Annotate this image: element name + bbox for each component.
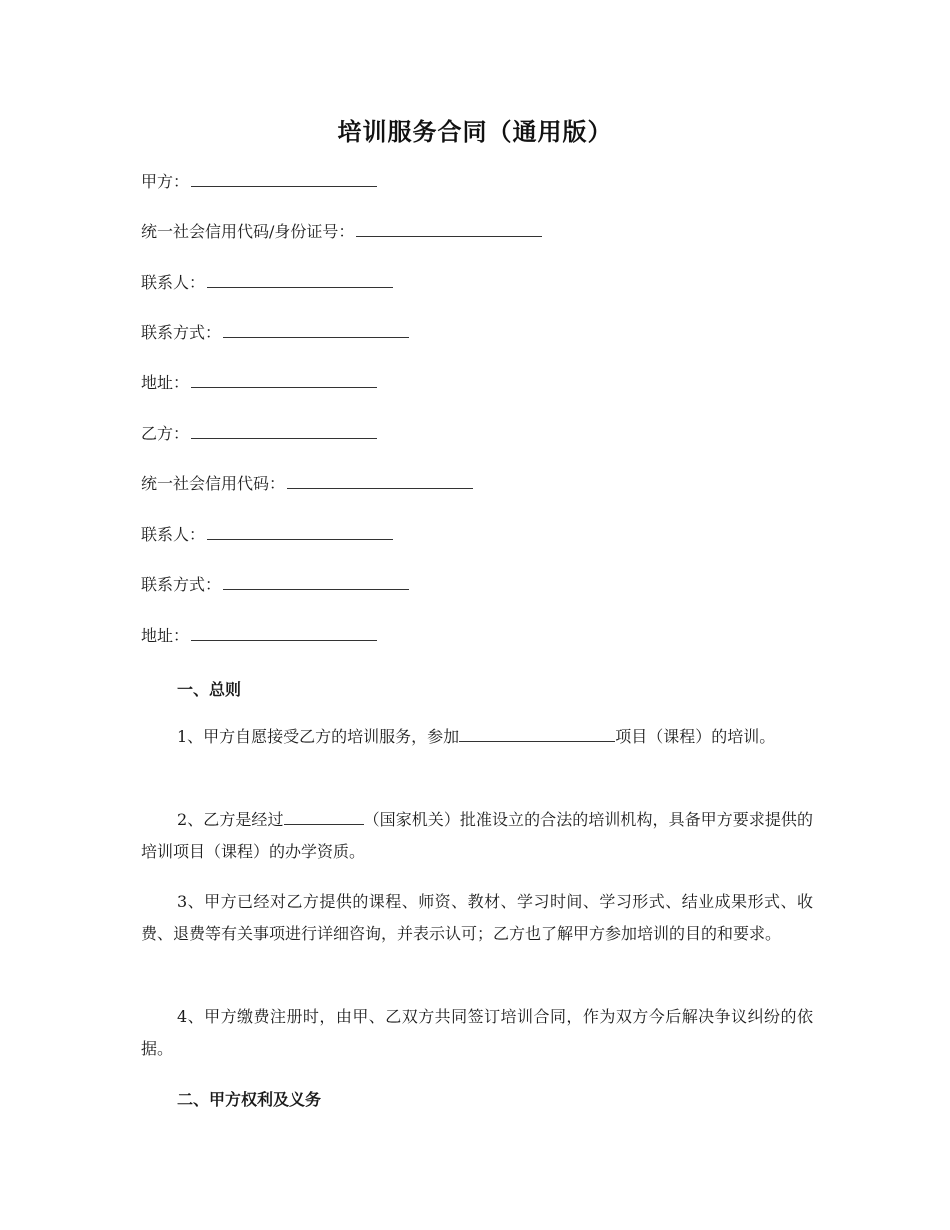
party-b-phone-field	[141, 575, 409, 595]
party-a-address-label: 地址：	[141, 373, 190, 392]
party-b-id-field	[141, 474, 473, 494]
party-b-phone-blank[interactable]	[223, 575, 409, 590]
party-b-address-label: 地址：	[141, 626, 190, 645]
party-a-phone-label: 联系方式：	[141, 323, 222, 342]
party-a-name-label: 甲方：	[141, 172, 190, 191]
party-a-address-blank[interactable]	[191, 373, 377, 388]
party-a-name-blank[interactable]	[191, 172, 377, 187]
party-a-id-label: 统一社会信用代码/身份证号：	[141, 222, 355, 241]
party-b-id-blank[interactable]	[287, 474, 473, 489]
party-b-id-label: 统一社会信用代码：	[141, 474, 286, 493]
clause-1	[141, 721, 813, 753]
clause-2-text-end: （国家机关）批准设立的合法的培训机构，具备甲方要求提供的培训项目（课程）的办学资质。	[141, 810, 813, 861]
section-heading-party-a-rights: 二、甲方权利及义务	[177, 1090, 322, 1109]
party-b-contact-label: 联系人：	[141, 525, 206, 544]
party-a-id-field	[141, 222, 542, 242]
party-a-contact-label: 联系人：	[141, 273, 206, 292]
clause-3	[141, 886, 813, 950]
document-title: 培训服务合同（通用版）	[337, 118, 613, 146]
section-heading-general: 一、总则	[177, 680, 242, 699]
party-a-address-field	[141, 373, 377, 393]
clause-3-text: 3、甲方已经对乙方提供的课程、师资、教材、学习时间、学习形式、结业成果形式、收费、退费等有关事项进行详细咨询，并表示认可；乙方也了解甲方参加培训的目的和要求。	[141, 892, 813, 943]
clause-4-text: 4、甲方缴费注册时，由甲、乙双方共同签订培训合同，作为双方今后解决争议纠纷的依据。	[141, 1007, 813, 1058]
party-a-contact-blank[interactable]	[207, 273, 393, 288]
clause-2	[141, 804, 813, 868]
party-a-id-blank[interactable]	[356, 222, 542, 237]
clause-1-project-blank[interactable]	[459, 727, 615, 742]
party-b-name-label: 乙方：	[141, 424, 190, 443]
party-a-contact-field	[141, 273, 393, 293]
party-b-name-blank[interactable]	[191, 424, 377, 439]
party-b-name-field	[141, 424, 377, 444]
clause-4	[141, 1001, 813, 1065]
clause-1-text-start: 1、甲方自愿接受乙方的培训服务，参加	[177, 727, 460, 746]
party-b-address-field	[141, 626, 377, 646]
party-b-contact-field	[141, 525, 393, 545]
clause-2-text-start: 2、乙方是经过	[177, 810, 284, 829]
party-a-phone-blank[interactable]	[223, 323, 409, 338]
clause-1-text-end: 项目（课程）的培训。	[615, 727, 776, 746]
party-b-address-blank[interactable]	[191, 626, 377, 641]
party-b-contact-blank[interactable]	[207, 525, 393, 540]
party-a-name-field	[141, 172, 377, 192]
clause-2-authority-blank[interactable]	[284, 810, 364, 825]
party-a-phone-field	[141, 323, 409, 343]
party-b-phone-label: 联系方式：	[141, 575, 222, 594]
